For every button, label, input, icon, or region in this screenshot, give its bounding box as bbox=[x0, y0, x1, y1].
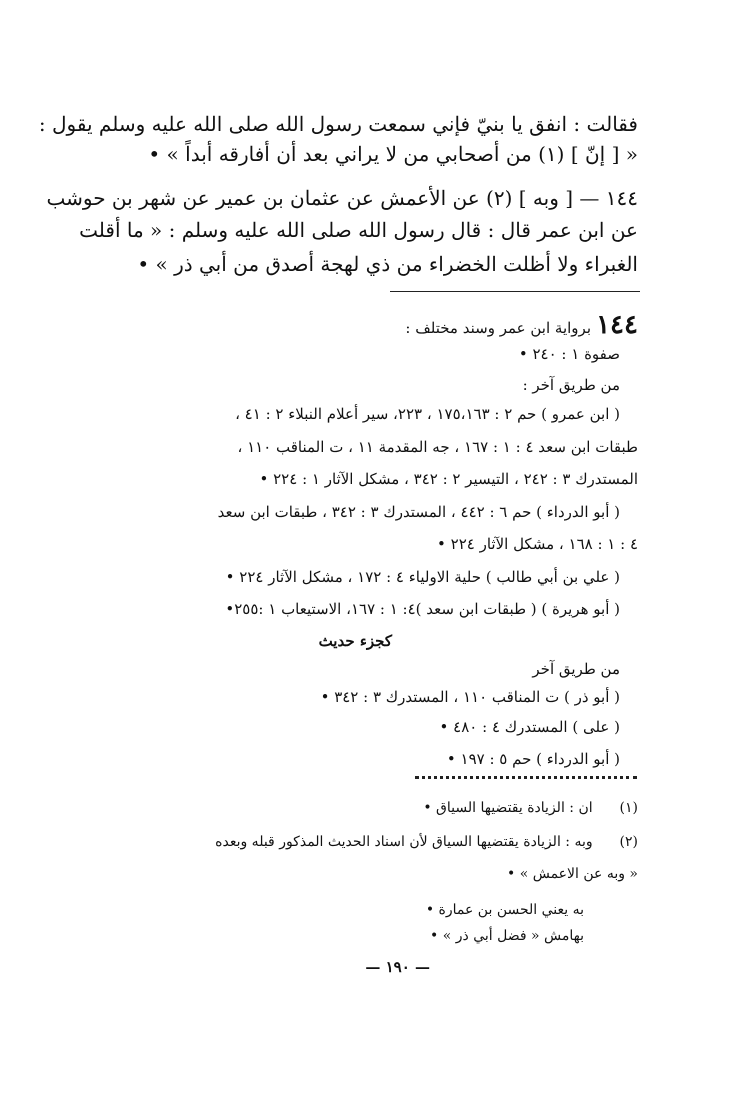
footnote-2-continuation: « وبه عن الاعمش » • bbox=[507, 866, 638, 882]
note-ali-2: ( على ) المستدرك ٤ : ٤٨٠ • bbox=[439, 718, 620, 736]
main-text-line-1: فقالت : انفق يا بنيّ فإني سمعت رسول الله صلى الله عليه وسلم يقول : bbox=[38, 112, 638, 136]
footnote-2-text: وبه : الزيادة يقتضيها السياق لأن اسناد الحديث المذكور قبله وبعده bbox=[215, 834, 593, 850]
separator-rule bbox=[390, 291, 640, 292]
note-ibn-amr-2: طبقات ابن سعد ٤ : ١ : ١٦٧ ، جه المقدمة ١١ ، ت المناقب ١١٠ ، bbox=[237, 438, 638, 456]
dotted-separator bbox=[415, 776, 637, 779]
footnote-1-marker: (١) bbox=[619, 800, 638, 816]
note-safwa: صفوة ١ : ٢٤٠ • bbox=[518, 345, 620, 363]
note-heading bbox=[405, 310, 638, 340]
note-ibn-amr-3: المستدرك ٣ : ٢٤٢ ، التيسير ٢ : ٣٤٢ ، مشكل الآثار ١ : ٢٢٤ • bbox=[259, 470, 638, 488]
note-ali: ( علي بن أبي طالب ) حلية الاولياء ٤ : ١٧٢ ، مشكل الآثار ٢٢٤ • bbox=[225, 568, 620, 586]
entry-number: ١٤٤ bbox=[596, 310, 638, 340]
footnote-b: بهامش « فضل أبي ذر » • bbox=[430, 928, 584, 944]
main-text-line-5: الغبراء ولا أظلت الخضراء من ذي لهجة أصدق من أبي ذر » • bbox=[137, 252, 638, 276]
note-other-route: من طريق آخر : bbox=[522, 376, 620, 394]
footnote-1 bbox=[423, 800, 638, 816]
note-abu-dharr: ( أبو ذر ) ت المناقب ١١٠ ، المستدرك ٣ : ٣٤٢ • bbox=[320, 688, 620, 706]
note-other-route-2: من طريق آخر bbox=[532, 660, 620, 678]
note-abu-hurayra: ( أبو هريرة ) ( طبقات ابن سعد )٤: ١ : ١٦٧، الاستيعاب ١ :٢٥٥• bbox=[225, 600, 620, 618]
footnote-1-text: ان : الزيادة يقتضيها السياق • bbox=[423, 800, 593, 816]
footnote-2 bbox=[215, 834, 638, 850]
footnote-2-marker: (٢) bbox=[619, 834, 638, 850]
entry-heading: برواية ابن عمر وسند مختلف : bbox=[405, 319, 591, 337]
note-abu-darda-3: ( أبو الدرداء ) حم ٥ : ١٩٧ • bbox=[446, 750, 620, 768]
note-ibn-amr-1: ( ابن عمرو ) حم ٢ : ١٧٥،١٦٣ ، ٢٢٣، سير أعلام النبلاء ٢ : ٤١ ، bbox=[235, 405, 620, 423]
page-number: — ١٩٠ — bbox=[365, 958, 430, 976]
main-text-line-2: « [ إنّ ] (١) من أصحابي من لا يراني بعد أن أفارقه أبداً » • bbox=[148, 142, 638, 166]
footnote-a: به يعني الحسن بن عمارة • bbox=[425, 902, 584, 918]
partial-hadith-heading: كجزء حديث bbox=[318, 632, 392, 650]
note-abu-darda-2: ٤ : ١ : ١٦٨ ، مشكل الآثار ٢٢٤ • bbox=[437, 535, 638, 553]
main-text-line-4: عن ابن عمر قال : قال رسول الله صلى الله عليه وسلم : « ما أقلت bbox=[79, 218, 638, 242]
note-abu-darda-1: ( أبو الدرداء ) حم ٦ : ٤٤٢ ، المستدرك ٣ : ٣٤٢ ، طبقات ابن سعد bbox=[217, 503, 620, 521]
main-text-line-3: ١٤٤ — [ وبه ] (٢) عن الأعمش عن عثمان بن عمير عن شهر بن حوشب bbox=[46, 186, 638, 210]
